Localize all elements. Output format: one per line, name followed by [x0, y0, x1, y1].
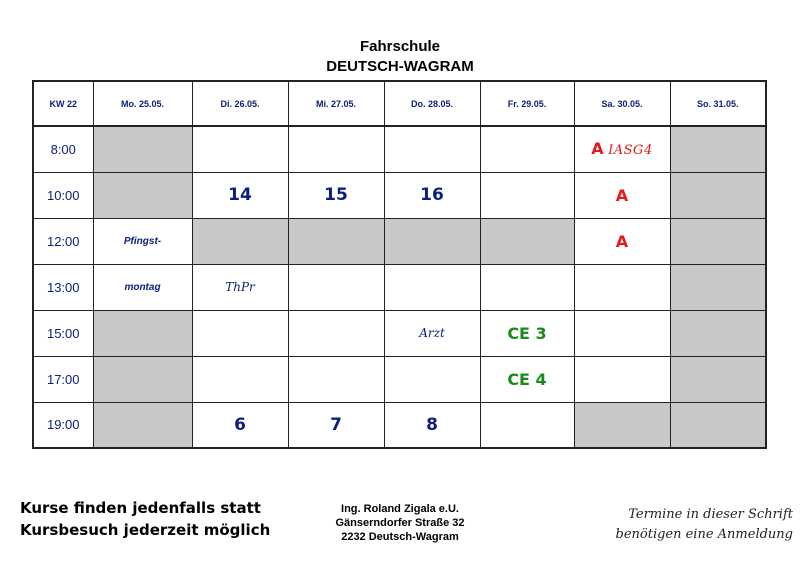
col-header-fri: Fr. 29.05. — [480, 81, 574, 126]
cell-sat — [574, 264, 670, 310]
cell-fri — [480, 218, 574, 264]
course-code: A — [574, 218, 670, 264]
cell-mon — [93, 402, 192, 448]
col-header-mon: Mo. 25.05. — [93, 81, 192, 126]
cell-wed — [288, 126, 384, 172]
col-header-week: KW 22 — [33, 81, 93, 126]
cell-wed — [288, 218, 384, 264]
cell-fri — [480, 402, 574, 448]
table-row — [33, 172, 766, 218]
cell-thu — [384, 126, 480, 172]
time-cell: 17:00 — [33, 356, 93, 402]
table-row — [33, 402, 766, 448]
cell-wed — [288, 356, 384, 402]
cell-sun — [670, 356, 766, 402]
footer-info-left — [20, 497, 270, 541]
cell-thu — [384, 264, 480, 310]
registration-note: IASG4 — [608, 143, 653, 159]
table-row — [33, 310, 766, 356]
footer-left-line-2: Kursbesuch jederzeit möglich — [20, 521, 271, 539]
footer-right-line-2: benötigen eine Anmeldung — [615, 527, 793, 542]
time-cell: 15:00 — [33, 310, 93, 356]
exam-note: ThPr — [192, 264, 288, 310]
course-code: A — [574, 172, 670, 218]
time-cell: 12:00 — [33, 218, 93, 264]
cell-mon — [93, 356, 192, 402]
page-title — [0, 37, 800, 77]
table-row — [33, 218, 766, 264]
col-header-thu: Do. 28.05. — [384, 81, 480, 126]
street-address: Gänserndorfer Straße 32 — [335, 517, 465, 529]
course-code: CE 3 — [480, 310, 574, 356]
title-line-1: Fahrschule — [359, 38, 441, 55]
cell-sat — [574, 310, 670, 356]
lesson-number: 6 — [192, 402, 288, 448]
schedule-table — [32, 80, 767, 449]
title-line-2: DEUTSCH-WAGRAM — [326, 58, 474, 75]
cell-thu — [384, 218, 480, 264]
lesson-number: 8 — [384, 402, 480, 448]
cell-tue — [192, 356, 288, 402]
table-row — [33, 264, 766, 310]
footer-left-line-1: Kurse finden jedenfalls statt — [20, 499, 261, 517]
city-address: 2232 Deutsch-Wagram — [341, 531, 459, 543]
footer-right-line-1: Termine in dieser Schrift — [628, 507, 793, 522]
col-header-sun: So. 31.05. — [670, 81, 766, 126]
cell-mon — [93, 172, 192, 218]
cell-sun — [670, 126, 766, 172]
cell-sun — [670, 172, 766, 218]
time-cell: 10:00 — [33, 172, 93, 218]
cell-sat — [574, 402, 670, 448]
table-row — [33, 356, 766, 402]
holiday-label: Pfingst- — [93, 218, 192, 264]
cell-fri — [480, 126, 574, 172]
header-row — [33, 81, 766, 126]
doctor-note: Arzt — [384, 310, 480, 356]
time-cell: 13:00 — [33, 264, 93, 310]
time-cell: 8:00 — [33, 126, 93, 172]
cell-sun — [670, 264, 766, 310]
cell-mon — [93, 310, 192, 356]
cell-fri — [480, 172, 574, 218]
col-header-tue: Di. 26.05. — [192, 81, 288, 126]
cell-thu — [384, 356, 480, 402]
course-code: A — [591, 139, 604, 159]
cell-mon — [93, 126, 192, 172]
course-code: CE 4 — [480, 356, 574, 402]
lesson-number: 16 — [384, 172, 480, 218]
company-name: Ing. Roland Zigala e.U. — [341, 503, 459, 515]
holiday-label: montag — [93, 264, 192, 310]
table-row — [33, 126, 766, 172]
cell-sun — [670, 402, 766, 448]
cell-tue — [192, 218, 288, 264]
cell-fri — [480, 264, 574, 310]
footer-note-right — [598, 505, 793, 545]
lesson-number: 15 — [288, 172, 384, 218]
cell-tue — [192, 310, 288, 356]
lesson-number: 7 — [288, 402, 384, 448]
cell-wed — [288, 264, 384, 310]
cell-sat — [574, 126, 670, 172]
col-header-wed: Mi. 27.05. — [288, 81, 384, 126]
cell-wed — [288, 310, 384, 356]
col-header-sat: Sa. 30.05. — [574, 81, 670, 126]
cell-sun — [670, 218, 766, 264]
lesson-number: 14 — [192, 172, 288, 218]
cell-sun — [670, 310, 766, 356]
footer-address — [300, 502, 500, 544]
time-cell: 19:00 — [33, 402, 93, 448]
cell-sat — [574, 356, 670, 402]
cell-tue — [192, 126, 288, 172]
